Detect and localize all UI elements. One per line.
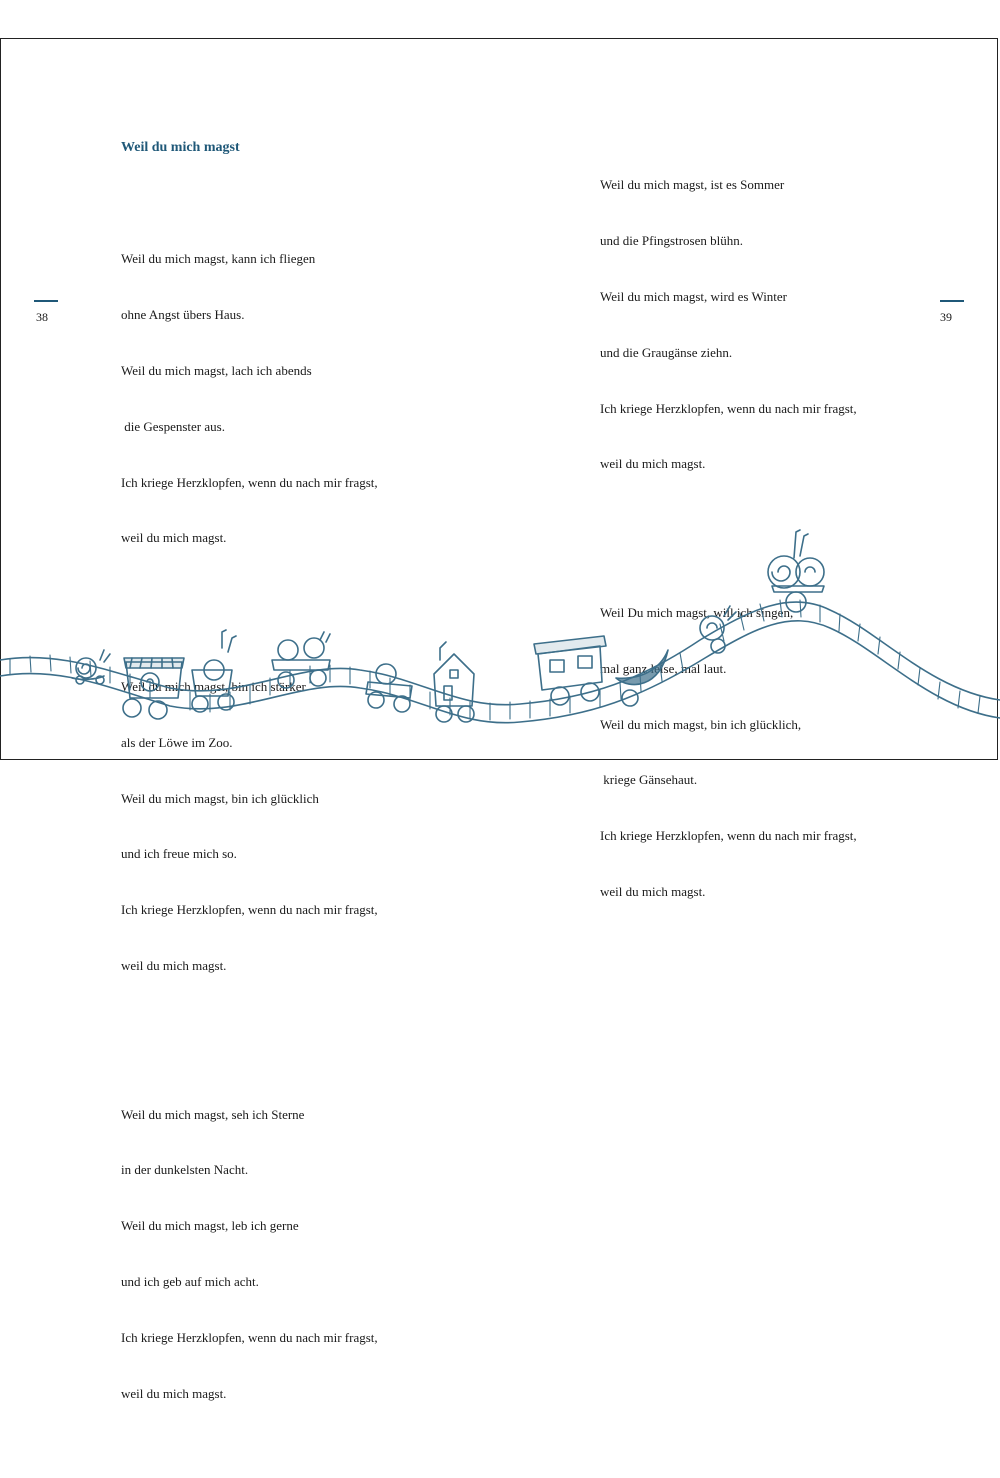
wagon-two-snails bbox=[272, 632, 330, 688]
poem-left-column bbox=[121, 176, 378, 1478]
page-marker-rule-right bbox=[940, 300, 964, 302]
poem-title: Weil du mich magst bbox=[121, 140, 240, 155]
verse-line: mal ganz leise, mal laut. bbox=[600, 660, 727, 676]
verse-line: Ich kriege Herzklopfen, wenn du nach mir fragst, bbox=[121, 902, 378, 918]
verse-line: Ich kriege Herzklopfen, wenn du nach mir fragst, bbox=[121, 474, 378, 490]
page-number-right: 39 bbox=[940, 310, 952, 324]
verse-line: und die Pfingstrosen blühn. bbox=[600, 233, 743, 249]
verse-line: Weil Du mich magst, will ich singen, bbox=[600, 605, 794, 621]
verse-line: Ich kriege Herzklopfen, wenn du nach mir fragst, bbox=[600, 828, 857, 844]
verse-line: weil du mich magst. bbox=[121, 1385, 227, 1401]
verse-line: Weil du mich magst, seh ich Sterne bbox=[121, 1106, 305, 1122]
verse-line: Weil du mich magst, bin ich glücklich bbox=[121, 790, 319, 806]
verse-line: Ich kriege Herzklopfen, wenn du nach mir fragst, bbox=[600, 400, 857, 416]
verse-line: in der dunkelsten Nacht. bbox=[121, 1162, 249, 1178]
verse-line: weil du mich magst. bbox=[121, 957, 227, 973]
verse-line: und ich geb auf mich acht. bbox=[121, 1274, 259, 1290]
verse-line: weil du mich magst. bbox=[600, 883, 706, 899]
big-wagon bbox=[534, 636, 606, 705]
verse-line: Weil du mich magst, ist es Sommer bbox=[600, 177, 785, 193]
big-snail-top bbox=[768, 530, 824, 612]
snail-train-illustration bbox=[0, 520, 1000, 760]
verse-line: weil du mich magst. bbox=[600, 456, 706, 472]
stanza bbox=[600, 139, 857, 511]
page-marker-rule-left bbox=[34, 300, 58, 302]
verse-line: kriege Gänsehaut. bbox=[600, 772, 698, 788]
snail-small-left bbox=[72, 650, 110, 684]
verse-line: und die Graugänse ziehn. bbox=[600, 344, 733, 360]
verse-line: ohne Angst übers Haus. bbox=[121, 307, 245, 323]
verse-line: weil du mich magst. bbox=[121, 530, 227, 546]
verse-line: die Gespenster aus. bbox=[121, 418, 225, 434]
wagon-snail-middle bbox=[366, 664, 412, 712]
verse-line: Weil du mich magst, kann ich fliegen bbox=[121, 251, 316, 267]
page-number-left: 38 bbox=[36, 310, 48, 324]
verse-line: als der Löwe im Zoo. bbox=[121, 734, 233, 750]
verse-line: Ich kriege Herzklopfen, wenn du nach mir fragst, bbox=[121, 1329, 378, 1345]
verse-line: Weil du mich magst, bin ich glücklich, bbox=[600, 716, 802, 732]
stanza bbox=[121, 1069, 378, 1441]
verse-line: Weil du mich magst, leb ich gerne bbox=[121, 1218, 299, 1234]
verse-line: Weil du mich magst, bin ich stärker bbox=[121, 679, 306, 695]
verse-line: und ich freue mich so. bbox=[121, 846, 237, 862]
cart-with-snail bbox=[192, 630, 236, 712]
verse-line: Weil du mich magst, lach ich abends bbox=[121, 362, 312, 378]
verse-line: Weil du mich magst, wird es Winter bbox=[600, 288, 788, 304]
crescent-moon bbox=[616, 650, 668, 706]
